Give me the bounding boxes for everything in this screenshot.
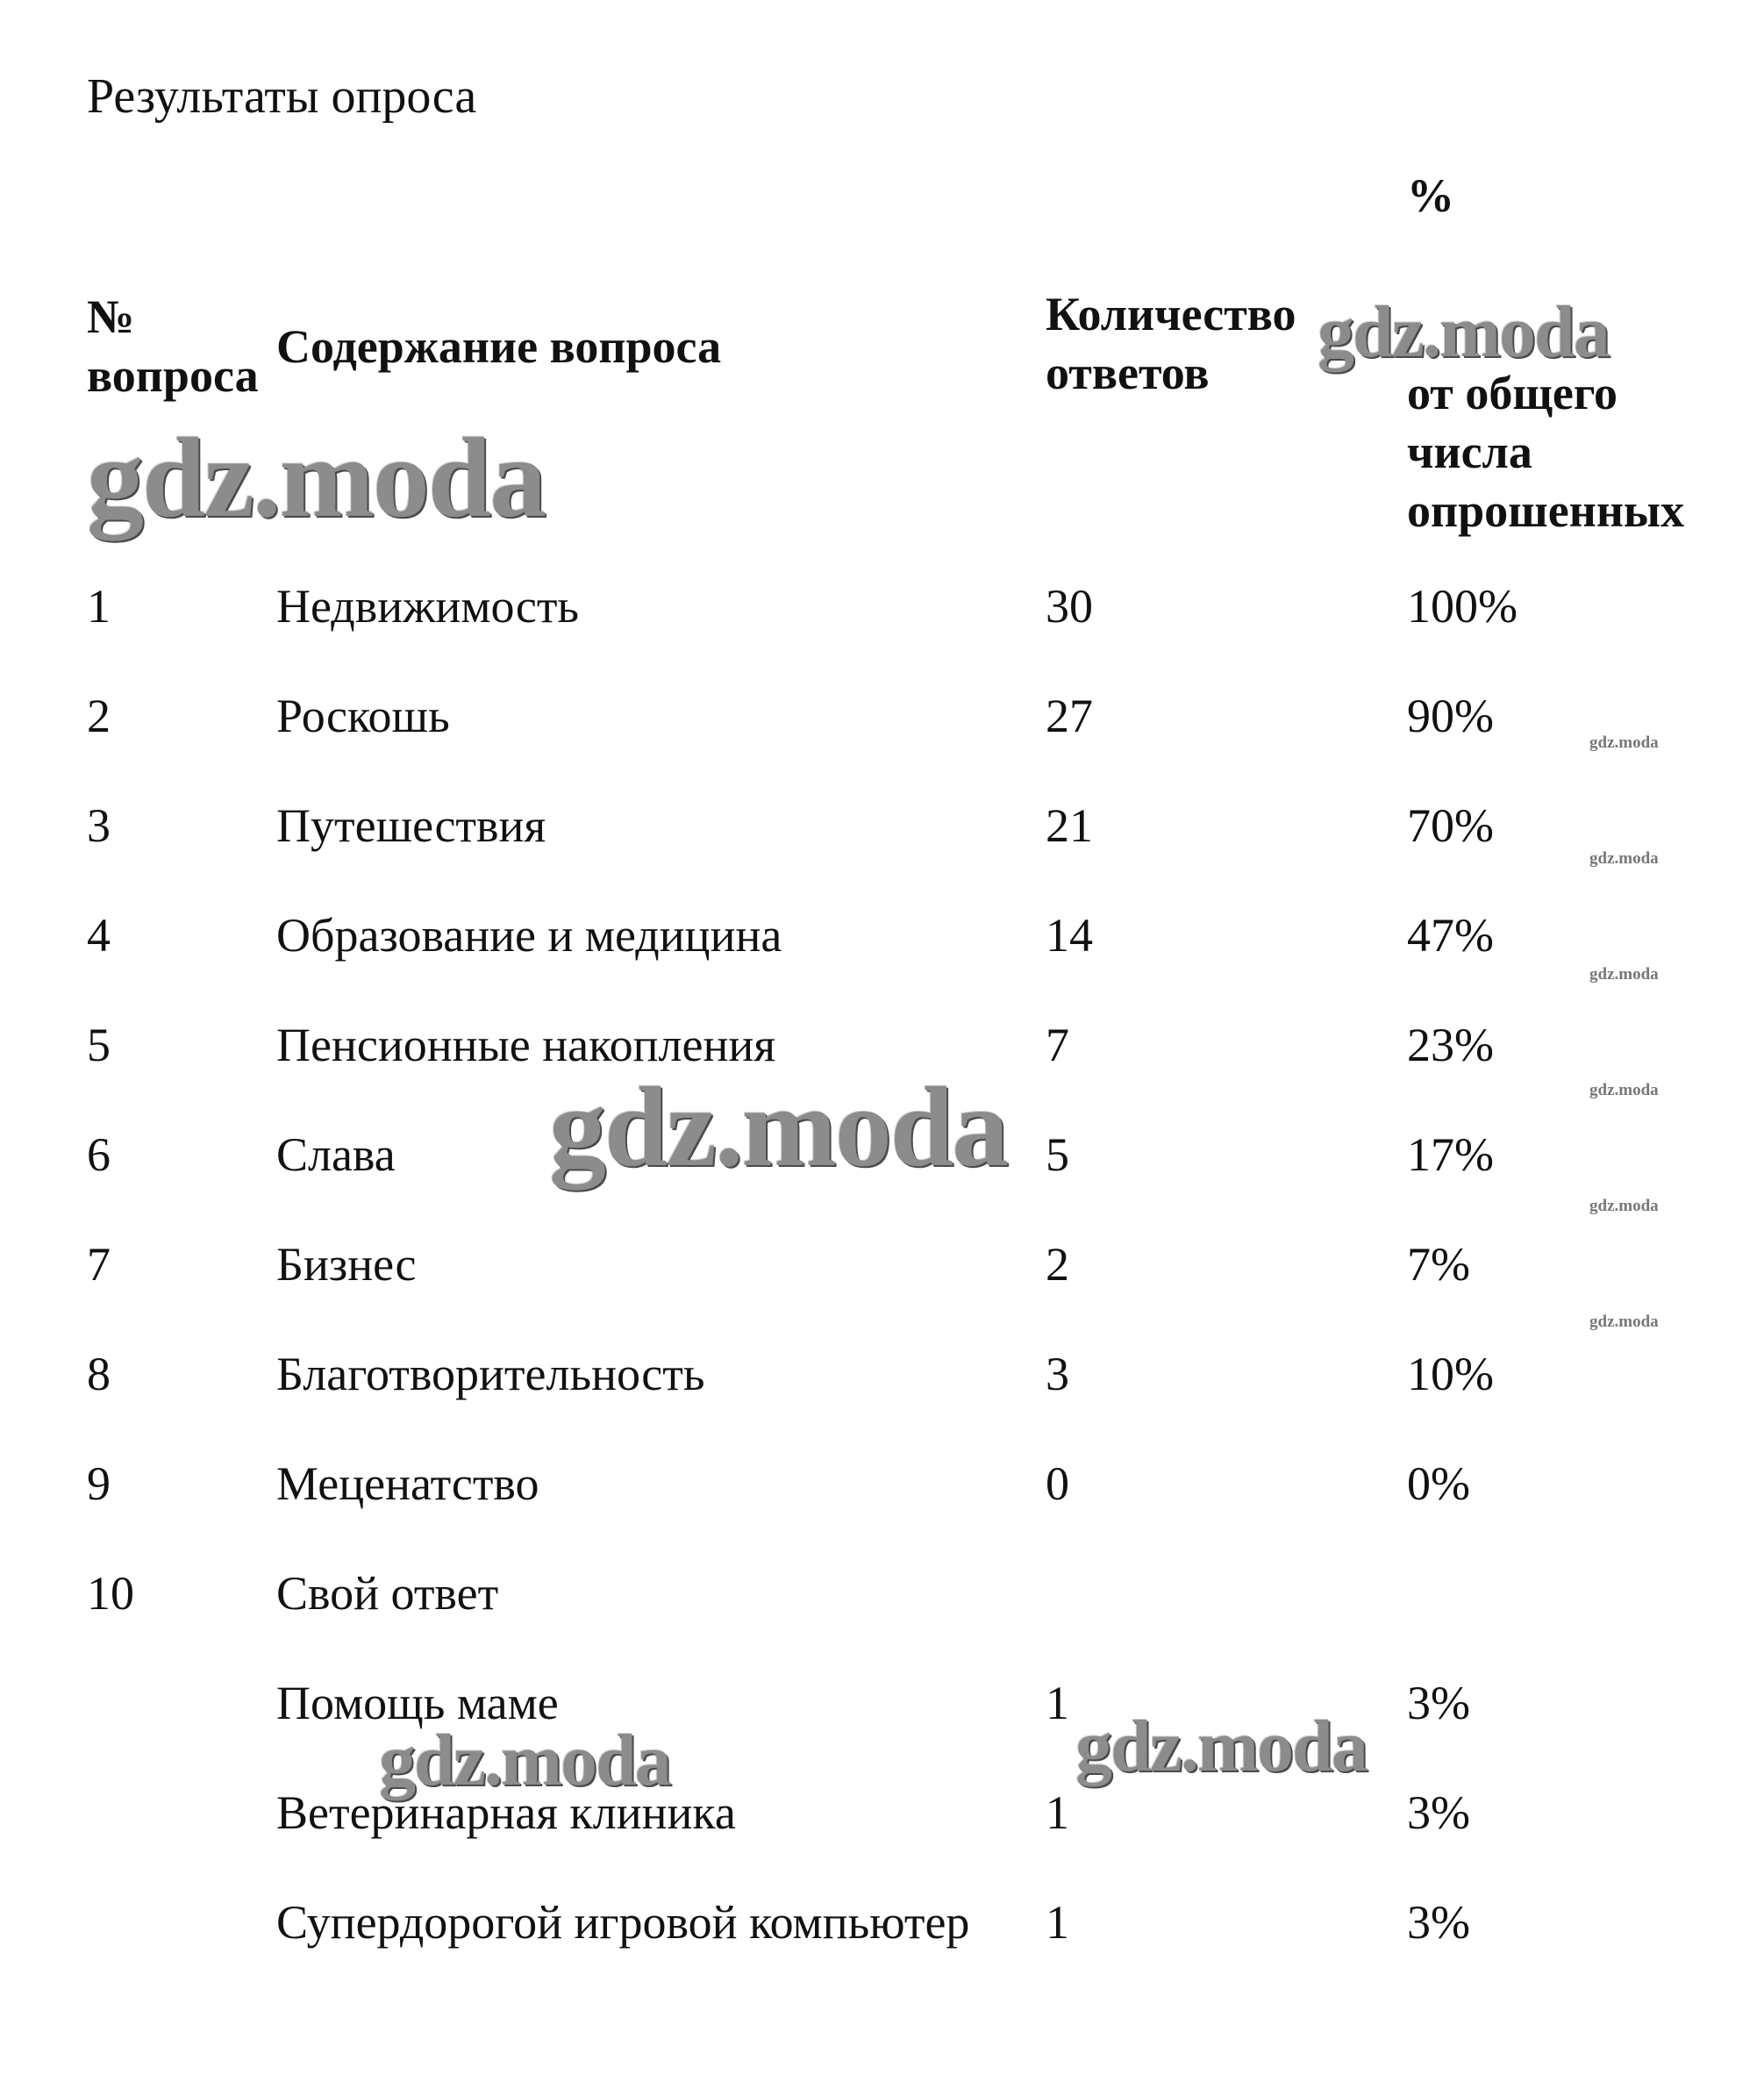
- cell-content: Образование и медицина: [276, 909, 782, 962]
- cell-percent: 3%: [1407, 1896, 1470, 1949]
- watermark-logo: gdz.moda: [1075, 1706, 1367, 1787]
- cell-percent: 10%: [1407, 1348, 1494, 1400]
- cell-percent: 23%: [1407, 1019, 1494, 1071]
- cell-content: Супердорогой игровой компьютер: [276, 1896, 970, 1949]
- header-number: № вопроса: [87, 290, 259, 402]
- cell-number: 10: [87, 1567, 134, 1620]
- watermark-logo: gdz.moda: [1589, 1197, 1659, 1215]
- cell-percent: 90%: [1407, 690, 1494, 742]
- cell-percent: 100%: [1407, 580, 1518, 633]
- cell-content: Ветеринарная клиника: [276, 1786, 736, 1839]
- watermark-logo: gdz.moda: [87, 415, 546, 541]
- cell-content: Роскошь: [276, 690, 450, 742]
- watermark-logo: gdz.moda: [379, 1720, 670, 1801]
- cell-percent: 70%: [1407, 799, 1494, 852]
- cell-content: Слава: [276, 1128, 396, 1181]
- watermark-logo: gdz.moda: [549, 1064, 1008, 1191]
- cell-count: 3: [1046, 1348, 1069, 1400]
- cell-count: 5: [1046, 1128, 1069, 1181]
- cell-content: Недвижимость: [276, 580, 580, 633]
- cell-count: 21: [1046, 799, 1093, 852]
- cell-number: 9: [87, 1457, 111, 1510]
- watermark-logo: gdz.moda: [1589, 1081, 1659, 1099]
- cell-percent: 3%: [1407, 1786, 1470, 1839]
- cell-number: 8: [87, 1348, 111, 1400]
- cell-count: 1: [1046, 1677, 1069, 1729]
- cell-percent: 3%: [1407, 1677, 1470, 1729]
- cell-number: 3: [87, 799, 111, 852]
- cell-count: 27: [1046, 690, 1093, 742]
- cell-count: 1: [1046, 1786, 1069, 1839]
- cell-number: 7: [87, 1238, 111, 1291]
- cell-content: Свой ответ: [276, 1567, 499, 1620]
- cell-number: 2: [87, 690, 111, 742]
- cell-percent: 7%: [1407, 1238, 1470, 1291]
- header-count: Количество ответов: [1046, 288, 1296, 399]
- watermark-logo: gdz.moda: [1318, 291, 1609, 373]
- cell-content: Бизнес: [276, 1238, 417, 1291]
- cell-content: Путешествия: [276, 799, 546, 852]
- header-content: Содержание вопроса: [276, 320, 722, 373]
- cell-count: 1: [1046, 1896, 1069, 1949]
- cell-count: 14: [1046, 909, 1093, 962]
- cell-count: 2: [1046, 1238, 1069, 1291]
- cell-number: 4: [87, 909, 111, 962]
- cell-percent: 47%: [1407, 909, 1494, 962]
- cell-percent: 17%: [1407, 1128, 1494, 1181]
- watermark-logo: gdz.moda: [1589, 733, 1659, 752]
- cell-content: Помощь маме: [276, 1677, 559, 1729]
- cell-content: Пенсионные накопления: [276, 1019, 776, 1071]
- cell-content: Благотворительность: [276, 1348, 705, 1400]
- cell-count: 7: [1046, 1019, 1069, 1071]
- cell-count: 0: [1046, 1457, 1069, 1510]
- watermark-logo: gdz.moda: [1589, 849, 1659, 868]
- cell-count: 30: [1046, 580, 1093, 633]
- header-percent-text: от общего числа опрошенных: [1407, 367, 1685, 537]
- watermark-logo: gdz.moda: [1589, 1313, 1659, 1331]
- cell-number: 6: [87, 1128, 111, 1181]
- header-percent-symbol: %: [1407, 169, 1454, 222]
- cell-content: Меценатство: [276, 1457, 539, 1510]
- cell-number: 5: [87, 1019, 111, 1071]
- cell-percent: 0%: [1407, 1457, 1470, 1510]
- watermark-logo: gdz.moda: [1589, 965, 1659, 984]
- cell-number: 1: [87, 580, 111, 633]
- document-title: Результаты опроса: [87, 69, 477, 124]
